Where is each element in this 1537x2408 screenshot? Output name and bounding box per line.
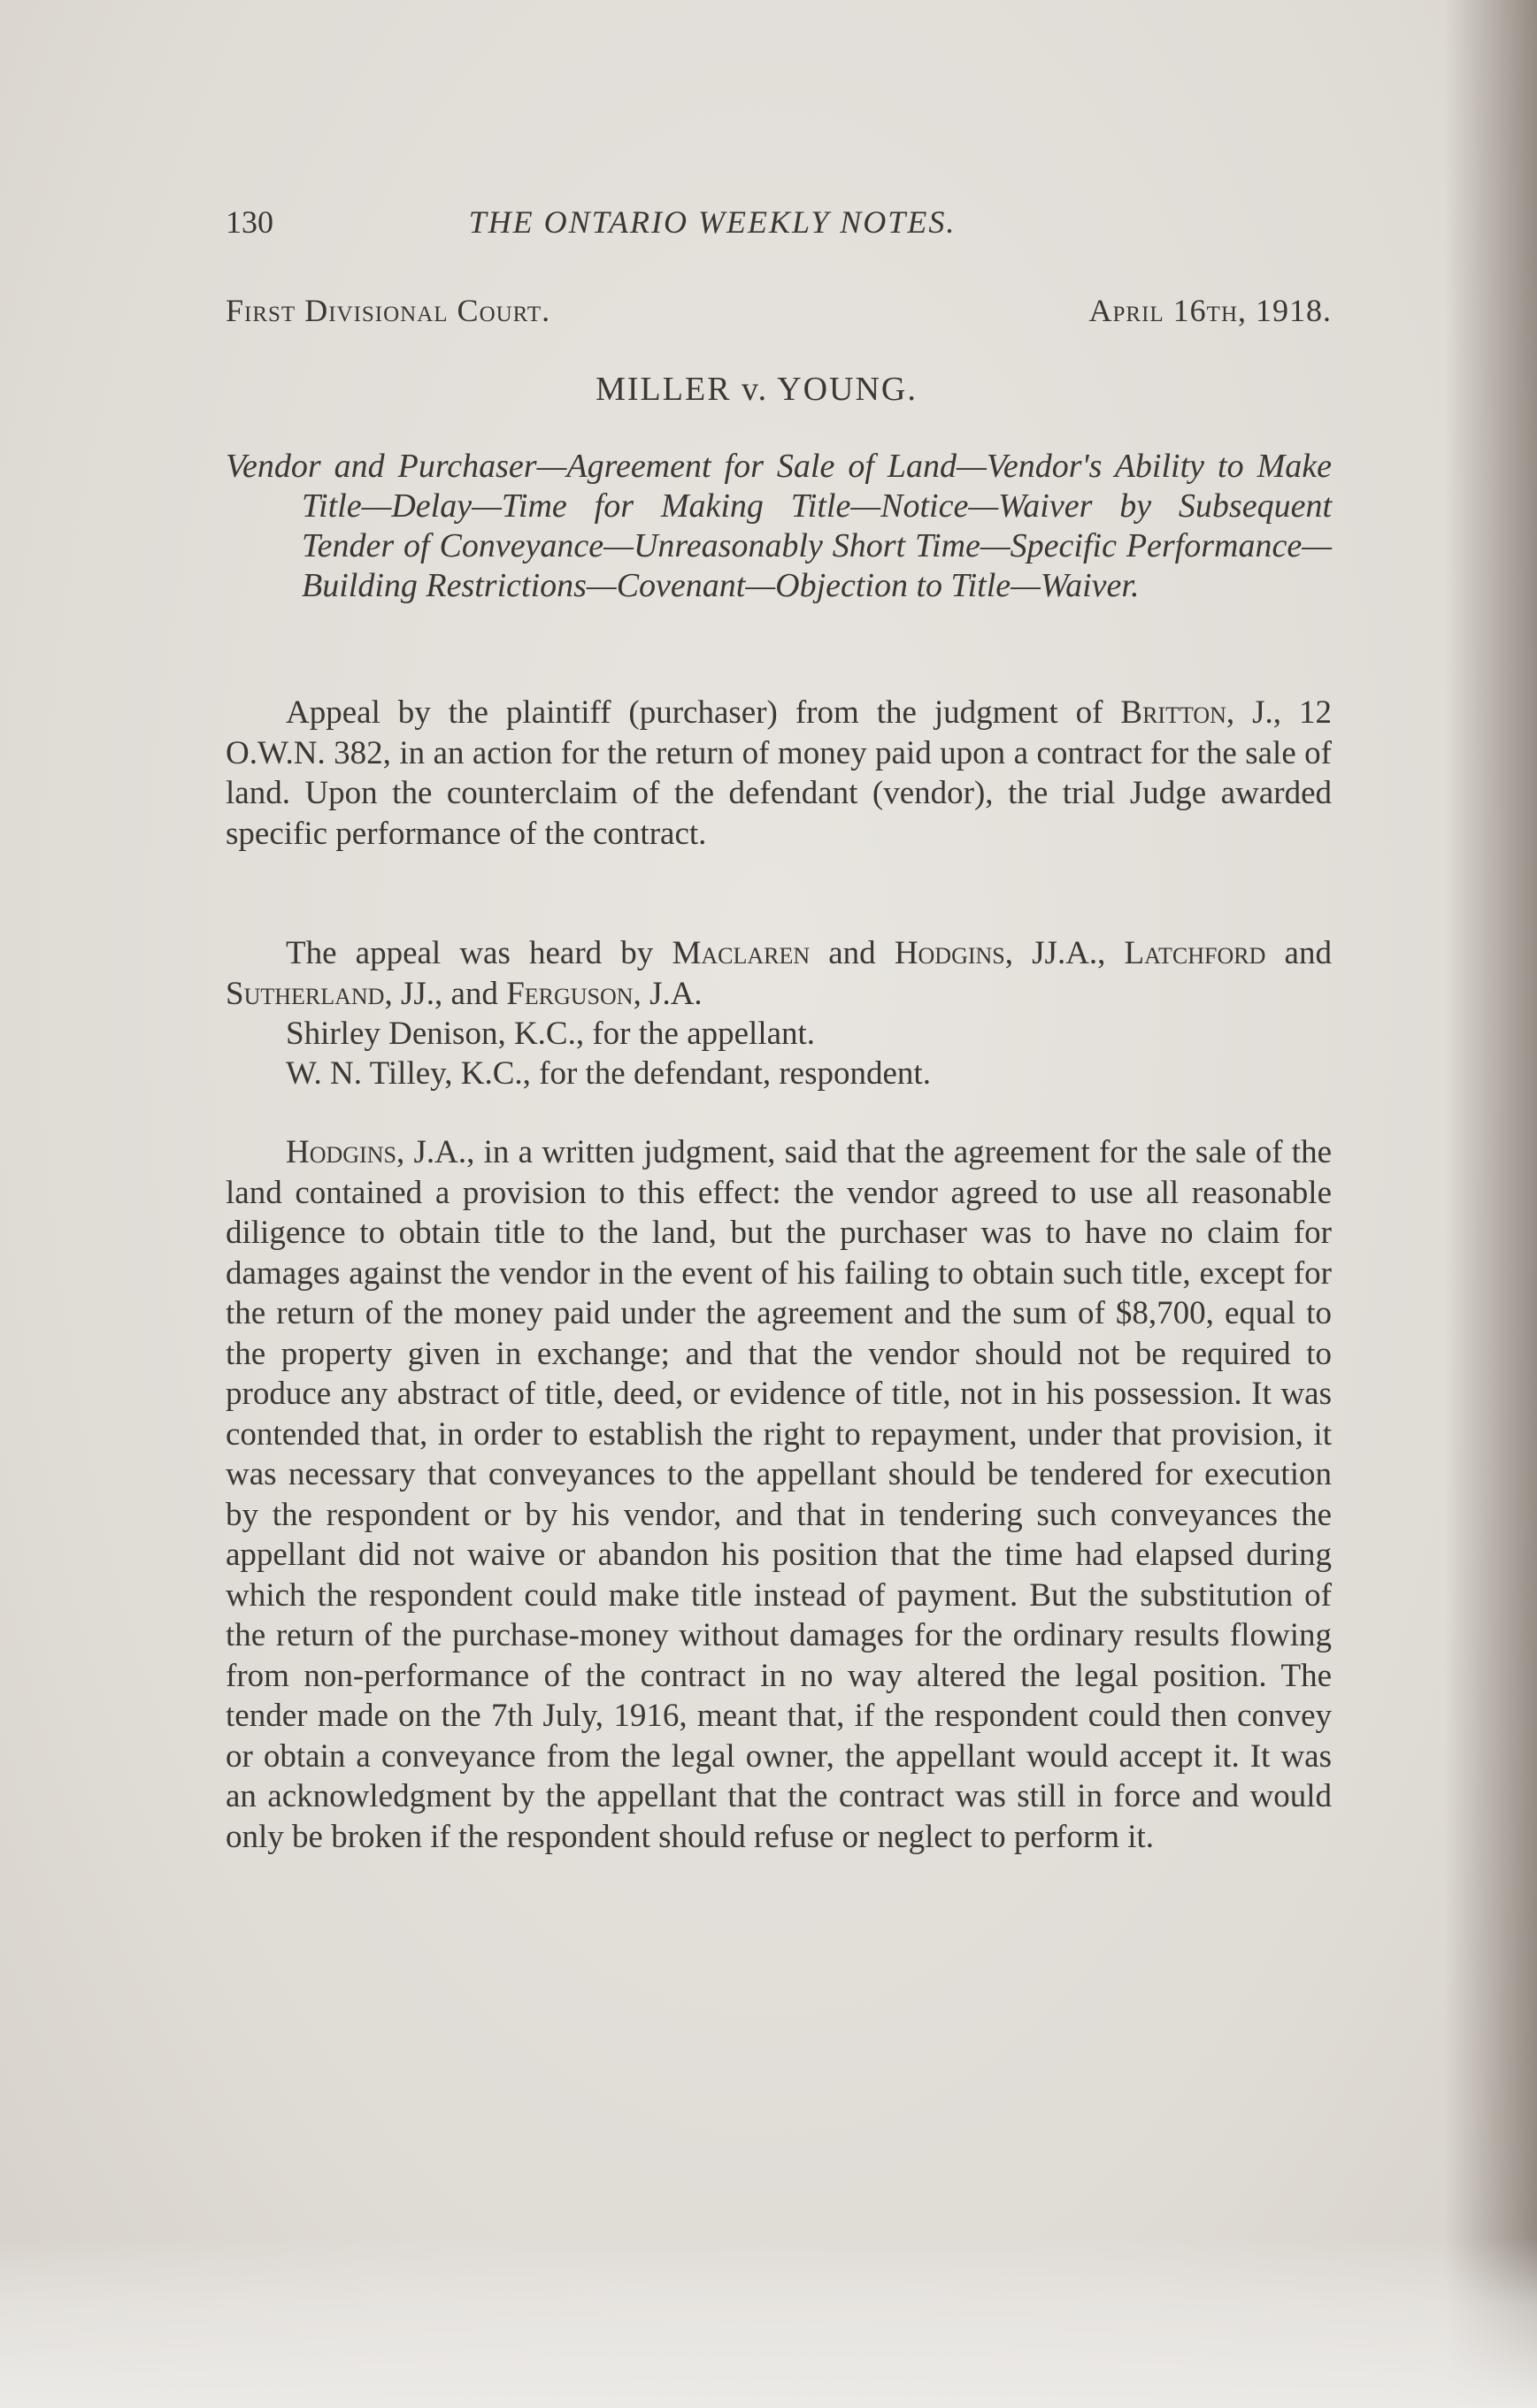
bench-judge-4: Sutherland [226,975,385,1012]
judgment-judge: Hodgins [286,1134,396,1170]
bench-text-6: , J.A. [633,975,703,1012]
decision-date: April 16th, 1918. [1088,293,1332,328]
running-head [226,203,1332,248]
bench-text-4: and [1265,935,1332,971]
bench-text-5: , JJ., and [384,975,507,1012]
judgment-text: , J.A., in a written judgment, said that the agreement for the sale of the land contained a provision to this effect: the vendor agreed to use all reasonable diligence to obtain title to the land, but the purchaser was to have no claim for damages against the vendor in the event of his failing to obtain such title, except for the return of the money paid under the agreement and the sum of $8,700, equal to the property given in exchange; and that the vendor should not be required to produce any abstract of title, deed, or evidence of title, not in his possession. It was contended that, in order to establish the right to repayment, under that provision, it was necessary that conveyances to the appellant should be tendered for execution by the respondent or by his vendor, and that in tendering such conveyances the appellant did not waive or abandon his position that the time had elapsed during which the respondent could make title instead of payment. But the substitution of the return of the purchase-money without damages for the ordinary results flowing from non-performance of the contract in no way altered the legal position. The tender made on the 7th July, 1916, meant that, if the respondent could then convey or obtain a conveyance from the legal owner, the appellant would accept it. It was an acknowledgment by the appellant that the contract was still in force and would only be broken if the respondent should refuse or neglect to perform it. [226,1134,1332,1855]
appeal-text-before: Appeal by the plaintiff (purchaser) from the judgment of [286,694,1121,731]
journal-title: THE ONTARIO WEEKLY NOTES. [468,204,957,240]
bench-paragraph [226,933,1332,1014]
counsel-appellant: Shirley Denison, K.C., for the appellant. [286,1016,816,1052]
case-title: MILLER v. YOUNG. [596,371,918,408]
appeal-judge: Britton [1120,694,1226,731]
bench-text-3: , JJ.A., [1004,935,1125,971]
page-bottom-fade [0,2238,1537,2408]
bench-judge-1: Maclaren [672,935,811,971]
headnote [226,447,1332,606]
court-line [226,292,1332,336]
bench-text-2: and [810,935,895,971]
page-number: 130 [226,204,273,240]
bench-judge-3: Latchford [1124,935,1266,971]
court-name: First Divisional Court. [226,293,551,328]
bench-text-1: The appeal was heard by [286,935,672,971]
bench-judge-2: Hodgins [894,935,1005,971]
counsel-respondent: W. N. Tilley, K.C., for the defendant, respondent. [286,1055,931,1092]
headnote-text: Vendor and Purchaser—Agreement for Sale of Land—Vendor's Ability to Make Title—Delay—Time for Making Title—Notice—Waiver by Subsequent Tender of Conveyance—Unreasonably Short Time—Specific Performance—Building Restrictions—Covenant—Objection to Title—Waiver. [226,448,1332,604]
appeal-paragraph [226,693,1332,854]
judgment-paragraph [226,1132,1332,1857]
bench-judge-5: Ferguson [506,975,634,1012]
appeal-text-after: , J., 12 O.W.N. 382, in an action for the return of money paid upon a contract for the sale of land. Upon the counterclaim of the defendant (vendor), the trial Judge awarded specific performance of the contract. [226,694,1332,852]
